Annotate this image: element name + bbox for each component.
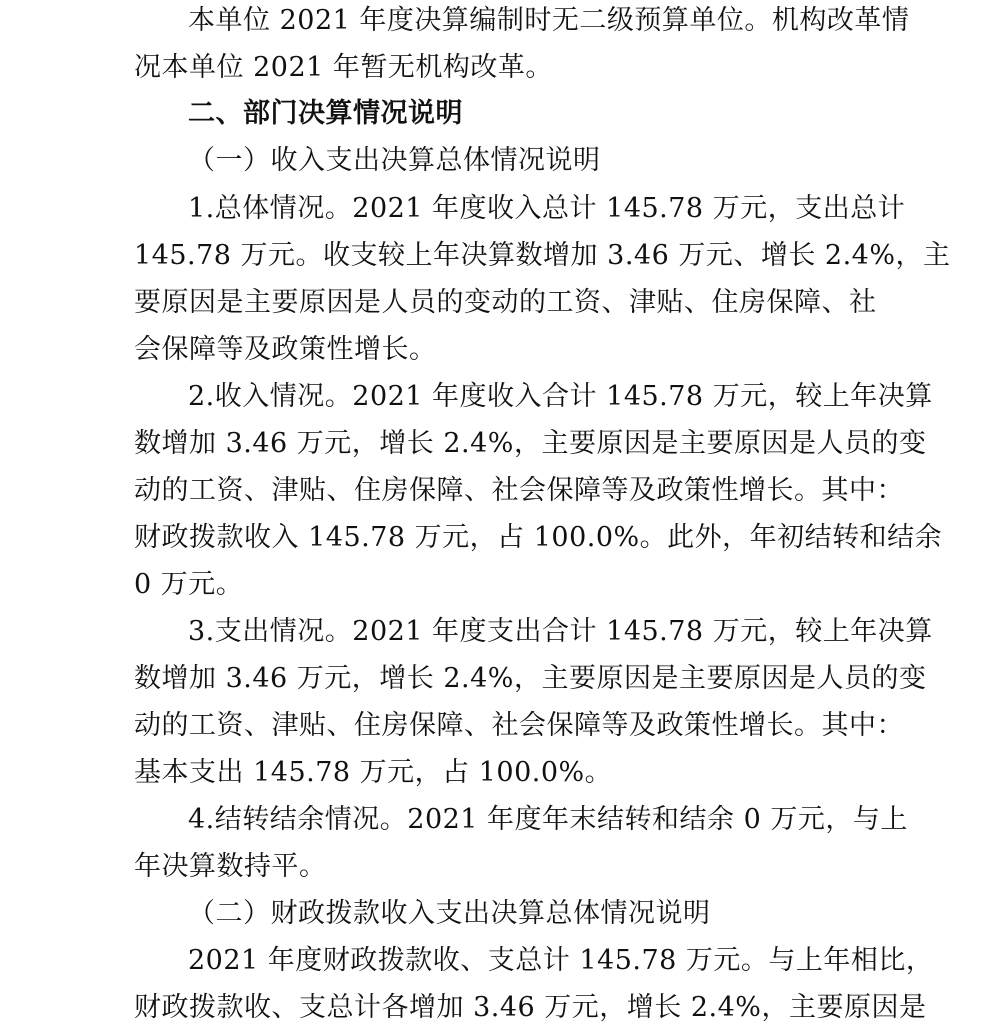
paragraph-line: 3.支出情况。2021 年度支出合计 145.78 万元，较上年决算 xyxy=(188,616,933,647)
subsection-heading: （二）财政拨款收入支出决算总体情况说明 xyxy=(188,898,711,929)
paragraph-line: 0 万元。 xyxy=(134,569,244,600)
paragraph-line: 财政拨款收入 145.78 万元，占 100.0%。此外，年初结转和结余 xyxy=(134,522,943,553)
paragraph-line: 动的工资、津贴、住房保障、社会保障等及政策性增长。其中： xyxy=(134,710,904,741)
paragraph-line: 年决算数持平。 xyxy=(134,851,327,882)
paragraph-line: 数增加 3.46 万元，增长 2.4%，主要原因是主要原因是人员的变 xyxy=(134,663,927,694)
paragraph-line: 1.总体情况。2021 年度收入总计 145.78 万元，支出总计 xyxy=(188,193,906,224)
subsection-heading: （一）收入支出决算总体情况说明 xyxy=(188,145,601,176)
paragraph-line: 会保障等及政策性增长。 xyxy=(134,334,437,365)
paragraph-line: 动的工资、津贴、住房保障、社会保障等及政策性增长。其中： xyxy=(134,475,904,506)
paragraph-line: 基本支出 145.78 万元，占 100.0%。 xyxy=(134,757,613,788)
section-heading: 二、部门决算情况说明 xyxy=(188,98,463,129)
paragraph-line: 2.收入情况。2021 年度收入合计 145.78 万元，较上年决算 xyxy=(188,381,933,412)
paragraph-line: 数增加 3.46 万元，增长 2.4%，主要原因是主要原因是人员的变 xyxy=(134,428,927,459)
paragraph-line: 2021 年度财政拨款收、支总计 145.78 万元。与上年相比， xyxy=(188,945,934,976)
paragraph-line: 财政拨款收、支总计各增加 3.46 万元，增长 2.4%，主要原因是 xyxy=(134,992,927,1023)
paragraph-line: 4.结转结余情况。2021 年度年末结转和结余 0 万元，与上 xyxy=(188,804,908,835)
paragraph-line: 145.78 万元。收支较上年决算数增加 3.46 万元、增长 2.4%，主 xyxy=(134,240,951,271)
paragraph-line: 要原因是主要原因是人员的变动的工资、津贴、住房保障、社 xyxy=(134,287,877,318)
paragraph-line: 况本单位 2021 年暂无机构改革。 xyxy=(134,52,553,83)
paragraph-line: 本单位 2021 年度决算编制时无二级预算单位。机构改革情 xyxy=(188,5,910,36)
